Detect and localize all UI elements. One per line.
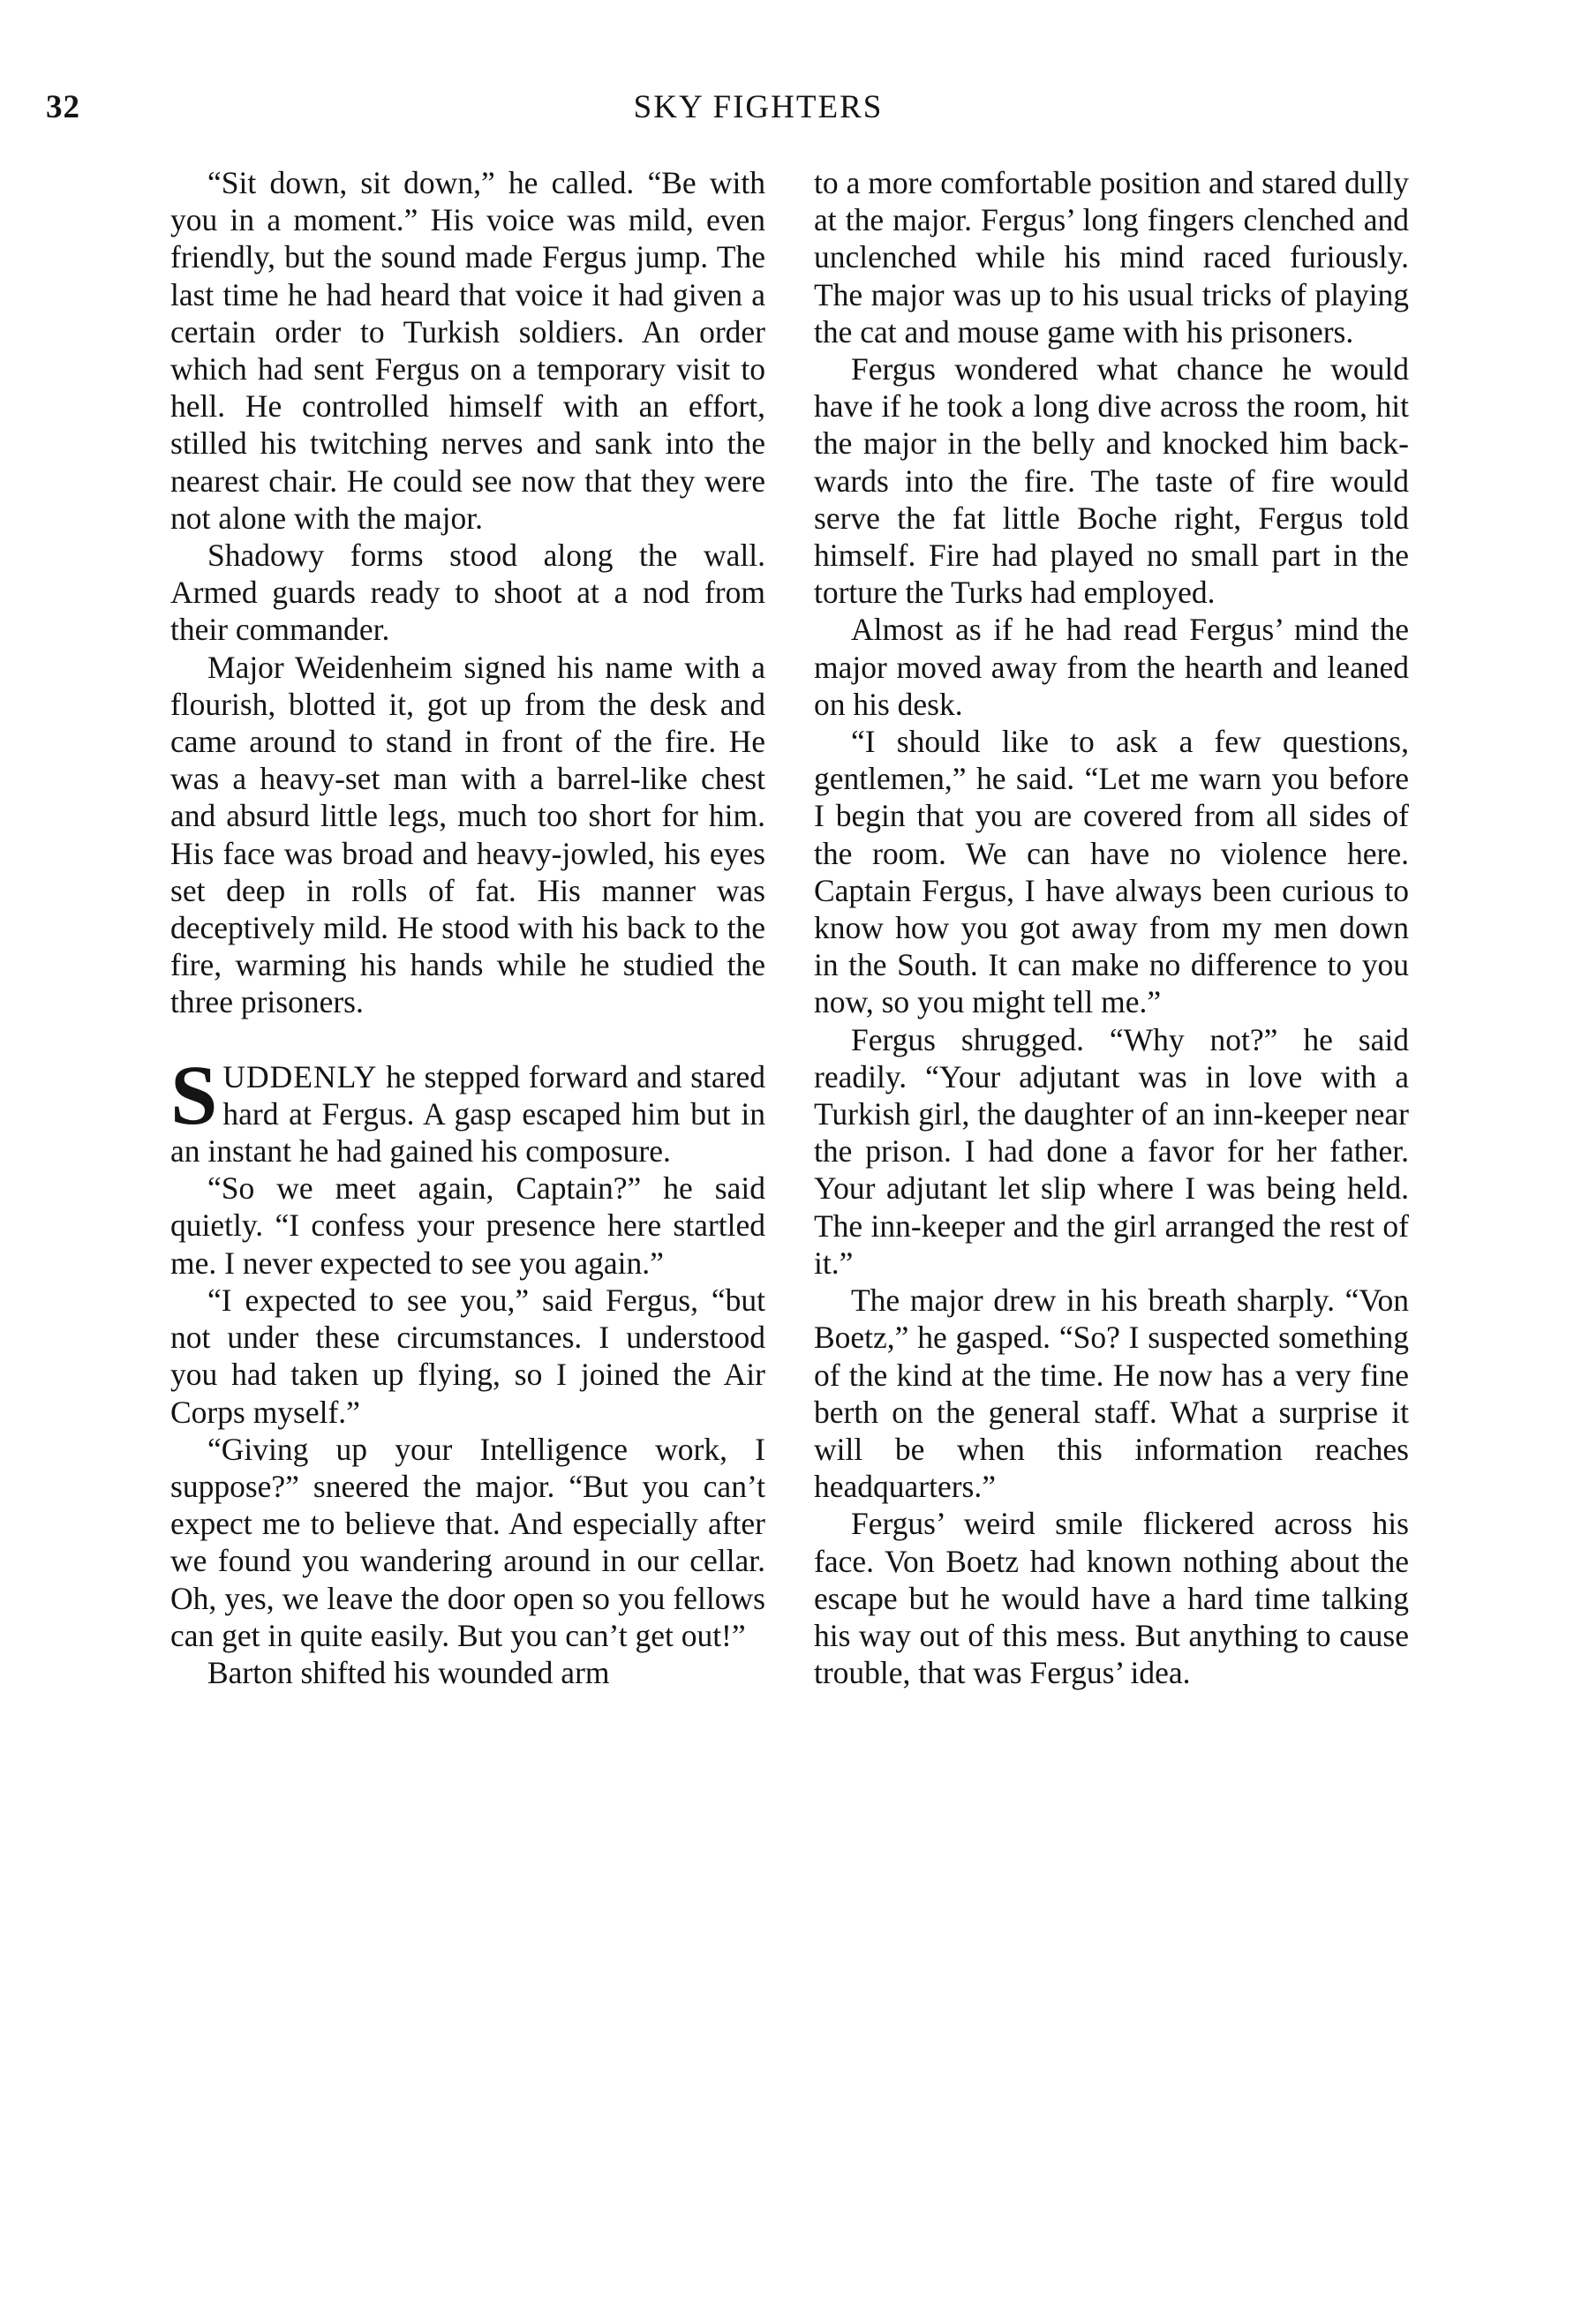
paragraph: “I should like to ask a few questions, gentlemen,” he said. “Let me warn you before I begin that you are covered from all sides of the room. We can have no violence here. Captain Fergus, I have always been curious to know how you got away from my men down in the South. It can make no difference to you now, so you might tell me.”: [814, 724, 1409, 1020]
running-title: SKY FIGHTERS: [633, 89, 884, 125]
paragraph: Fergus shrugged. “Why not?” he said readily. “Your adjutant was in love with a Turkish girl, the daughter of an inn-keeper near the prison. I had done a favor for her father. Your adjutant let slip where I was being held. The inn-keeper and the girl arranged the rest of it.”: [814, 1021, 1409, 1281]
page-number: 32: [46, 89, 80, 125]
paragraph: Major Weidenheim signed his name with a flourish, blotted it, got up from the desk and came around to stand in front of the fire. He was a heavy-set man with a barrel-like chest and absurd little legs, much too short for him. His face was broad and heavy-jowled, his eyes set deep in rolls of fat. His manner was deceptively mild. He stood with his back to the fire, warming his hands while he studied the three prisoners.: [170, 649, 765, 1020]
paragraph: The major drew in his breath sharply. “Von Boetz,” he gasped. “So? I suspected something of the kind at the time. He now has a very fine berth on the general staff. What a surprise it will be when this information reaches headquarters.”: [814, 1282, 1409, 1505]
right-column: [814, 164, 1409, 1691]
paragraph: “Sit down, sit down,” he called. “Be with you in a moment.” His voice was mild, even friendly, but the sound made Fergus jump. The last time he had heard that voice it had given a certain order to Turkish soldiers. An order which had sent Fergus on a temporary visit to hell. He controlled himself with an effort, stilled his twitching nerves and sank into the nearest chair. He could see now that they were not alone with the major.: [170, 165, 765, 536]
paragraph: “So we meet again, Captain?” he said quietly. “I confess your presence here startled me. I never expected to see you again.”: [170, 1170, 765, 1281]
paragraph: “Giving up your Intelligence work, I suppose?” sneered the major. “But you can’t expect me to believe that. And especially after we found you wandering around in our cellar. Oh, yes, we leave the door open so you fellows can get in quite easily. But you can’t get out!”: [170, 1431, 765, 1653]
paragraph: Shadowy forms stood along the wall. Armed guards ready to shoot at a nod from their commander.: [170, 538, 765, 648]
left-column: [170, 164, 765, 1691]
continued-paragraph: to a more comfortable position and stared dully at the major. Fergus’ long fingers clenched and unclenched while his mind raced furiously. The major was up to his usual tricks of playing the cat and mouse game with his prisoners.: [814, 165, 1409, 350]
paragraph: Fergus wondered what chance he would have if he took a long dive across the room, hit the major in the belly and knocked him backwards into the fire. The taste of fire would serve the fat little Boche right, Fergus told himself. Fire had played no small part in the torture the Turks had employed.: [814, 351, 1409, 611]
drop-cap: S: [170, 1047, 218, 1142]
paragraph: Fergus’ weird smile flickered across his face. Von Boetz had known nothing about the escape but he would have a hard time talking his way out of this mess. But anything to cause trouble, that was Fergus’ idea.: [814, 1506, 1409, 1691]
section-opening-text: he stepped forward and stared hard at Fergus. A gasp escaped him but in an instant he had gained his composure.: [170, 1058, 765, 1170]
paragraph: Barton shifted his wounded arm: [207, 1654, 610, 1690]
section-opening-paragraph: [170, 1047, 765, 1170]
small-caps-lead: UDDENLY: [222, 1058, 378, 1094]
page-header: [46, 79, 1471, 132]
paragraph: “I expected to see you,” said Fergus, “but not under these circumstances. I understood you had taken up flying, so I joined the Air Corps myself.”: [170, 1282, 765, 1430]
paragraph: Almost as if he had read Fergus’ mind the major moved away from the hearth and leaned on his desk.: [814, 612, 1409, 722]
